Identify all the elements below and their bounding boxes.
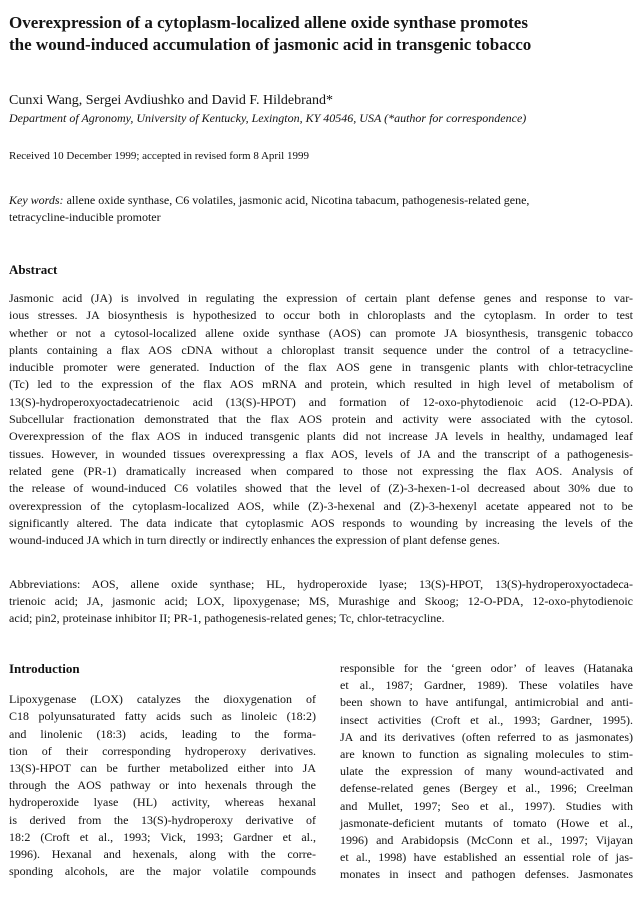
paper-title: [9, 12, 633, 56]
body-line: JA and its derivatives (often referred to as jasmonates): [340, 729, 633, 744]
abstract-line: significantly altered. The data indicate that cytoplasmic AOS responds to wounding by increasing the levels of the: [9, 515, 633, 530]
abbreviations-line: acid; pin2, proteinase inhibitor II; PR-1, pathogenesis-related genes; Tc, chlor-tetracycline.: [9, 611, 445, 625]
abstract-line: the release of wound-induced C6 volatiles showed that the level of (Z)-3-hexen-1-ol decreased about 30% due to: [9, 481, 633, 496]
abstract-line: Subcellular fractionation demonstrated that the flax AOS protein and activity were associated with the cytosol.: [9, 412, 633, 427]
body-line: monates in insect and pathogen defenses. Jasmonates: [340, 867, 633, 882]
abbreviations-block: [9, 576, 633, 627]
body-line: 18:2 (Croft et al., 1993; Vick, 1993; Gardner et al.,: [9, 829, 316, 844]
abstract-line: overexpression of the cytoplasm-localized AOS, while (Z)-3-hexenal and (Z)-3-hexenyl acetate appeared not to be: [9, 498, 633, 513]
body-line: is derived from the 13(S)-hydroperoxy derivative of: [9, 812, 316, 827]
body-line: 1996) and Arabidopsis (McConn et al., 1997; Vijayan: [340, 833, 633, 848]
affiliation: Department of Agronomy, University of Kentucky, Lexington, KY 40546, USA (*author for correspondence): [9, 111, 527, 125]
body-line: 1996). Hexanal and hexenals, along with the corre-: [9, 847, 316, 862]
body-line: C18 polyunsaturated fatty acids such as linoleic (18:2): [9, 709, 316, 724]
body-line: et al., 1987; Gardner, 1989). These volatiles have: [340, 678, 633, 693]
abstract-line: 13(S)-hydroperoxyoctadecatrienoic acid (13(S)-HPOT) and formation of 12-oxo-phytodienoic acid (12-O-PDA).: [9, 394, 633, 409]
left-column: [9, 660, 316, 880]
keywords-line: [9, 192, 633, 209]
body-line: hydroperoxide lyase (HL) activity, whereas hexanal: [9, 795, 316, 810]
keywords-text: allene oxide synthase, C6 volatiles, jasmonic acid, Nicotina tabacum, pathogenesis-related gene,: [66, 193, 530, 207]
abbreviations-line: trienoic acid; JA, jasmonic acid; LOX, lipoxygenase; MS, Murashige and Skoog; 12-O-PDA, 12-oxo-phytodienoic: [9, 594, 633, 608]
abstract-line: wound-induced JA which in turn directly or indirectly enhances the expression of plant defense genes.: [9, 533, 500, 548]
title-line: Overexpression of a cytoplasm-localized allene oxide synthase promotes: [9, 13, 528, 32]
keywords-line: tetracycline-inducible promoter: [9, 210, 161, 224]
abstract-line: whether or not a cytosol-localized allene oxide synthase (AOS) can promote JA biosynthesis, transgenic tobacco: [9, 325, 633, 340]
abstract-body: [9, 290, 633, 549]
abbreviations-line: Abbreviations: AOS, allene oxide synthase; HL, hydroperoxide lyase; 13(S)-HPOT, 13(S)-hydroperoxyoctadeca-: [9, 577, 633, 591]
author-list: Cunxi Wang, Sergei Avdiushko and David F. Hildebrand*: [9, 93, 334, 108]
right-column: [340, 660, 633, 884]
body-line: defense-related genes (Bergey et al., 1996; Creelman: [340, 781, 633, 796]
body-line: jasmonate-deficient mutants of tomato (Howe et al.,: [340, 815, 633, 830]
body-line: through the AOS pathway or into hexenals through the: [9, 778, 316, 793]
keywords-block: [9, 192, 633, 226]
keywords-label: Key words:: [9, 193, 64, 207]
abstract-line: ious stresses. JA biosynthesis is hypothesized to occur both in chloroplasts and the cytoplasm. In order to test: [9, 308, 633, 323]
body-line: tion of their corresponding hydroperoxy derivatives.: [9, 743, 316, 758]
body-line: insect activities (Croft et al., 1993; Gardner, 1995).: [340, 712, 633, 727]
abstract-heading: Abstract: [9, 262, 58, 277]
body-line: been shown to have antifungal, antimicrobial and anti-: [340, 695, 633, 710]
body-line: et al., 1998) have established an essential role of jas-: [340, 850, 633, 865]
abstract-line: Overexpression of the flax AOS in induced transgenic plants did not increase JA levels in healthy, undamaged leaf: [9, 429, 633, 444]
introduction-heading: Introduction: [9, 661, 80, 676]
body-line: sponding alcohols, are the major volatile compounds: [9, 864, 316, 879]
body-line: 13(S)-HPOT can be further metabolized either into JA: [9, 761, 316, 776]
received-dates: Received 10 December 1999; accepted in revised form 8 April 1999: [9, 150, 309, 162]
abstract-line: inducible promoter were generated. Induction of the flax AOS gene in transgenic plants with chlor-tetracycline: [9, 360, 633, 375]
body-line: Lipoxygenase (LOX) catalyzes the dioxygenation of: [9, 692, 316, 707]
abstract-line: plants containing a flax AOS cDNA without a chloroplast transit sequence under the control of a tetracycline-: [9, 342, 633, 357]
abstract-line: (Tc) led to the expression of the flax AOS mRNA and protein, which resulted in high level of metabolism of: [9, 377, 633, 392]
title-line: the wound-induced accumulation of jasmonic acid in transgenic tobacco: [9, 35, 532, 54]
body-line: ulate the expression of many wound-activated and: [340, 764, 633, 779]
abstract-line: related gene (PR-1) dramatically increased when compared to those not expressing the flax AOS. Analysis of: [9, 463, 633, 478]
abstract-line: tissues. However, in wounded tissues overexpressing a flax AOS, levels of JA and the transcript of a pathogenesis-: [9, 446, 633, 461]
body-line: are known to function as signaling molecules to stim-: [340, 747, 633, 762]
body-line: responsible for the ‘green odor’ of leaves (Hatanaka: [340, 661, 633, 675]
abstract-line: Jasmonic acid (JA) is involved in regulating the expression of certain plant defense genes and response to var-: [9, 291, 633, 305]
body-line: and Mullet, 1997; Seo et al., 1997). Studies with: [340, 798, 633, 813]
body-line: and linolenic (18:3) acids, leading to the forma-: [9, 726, 316, 741]
